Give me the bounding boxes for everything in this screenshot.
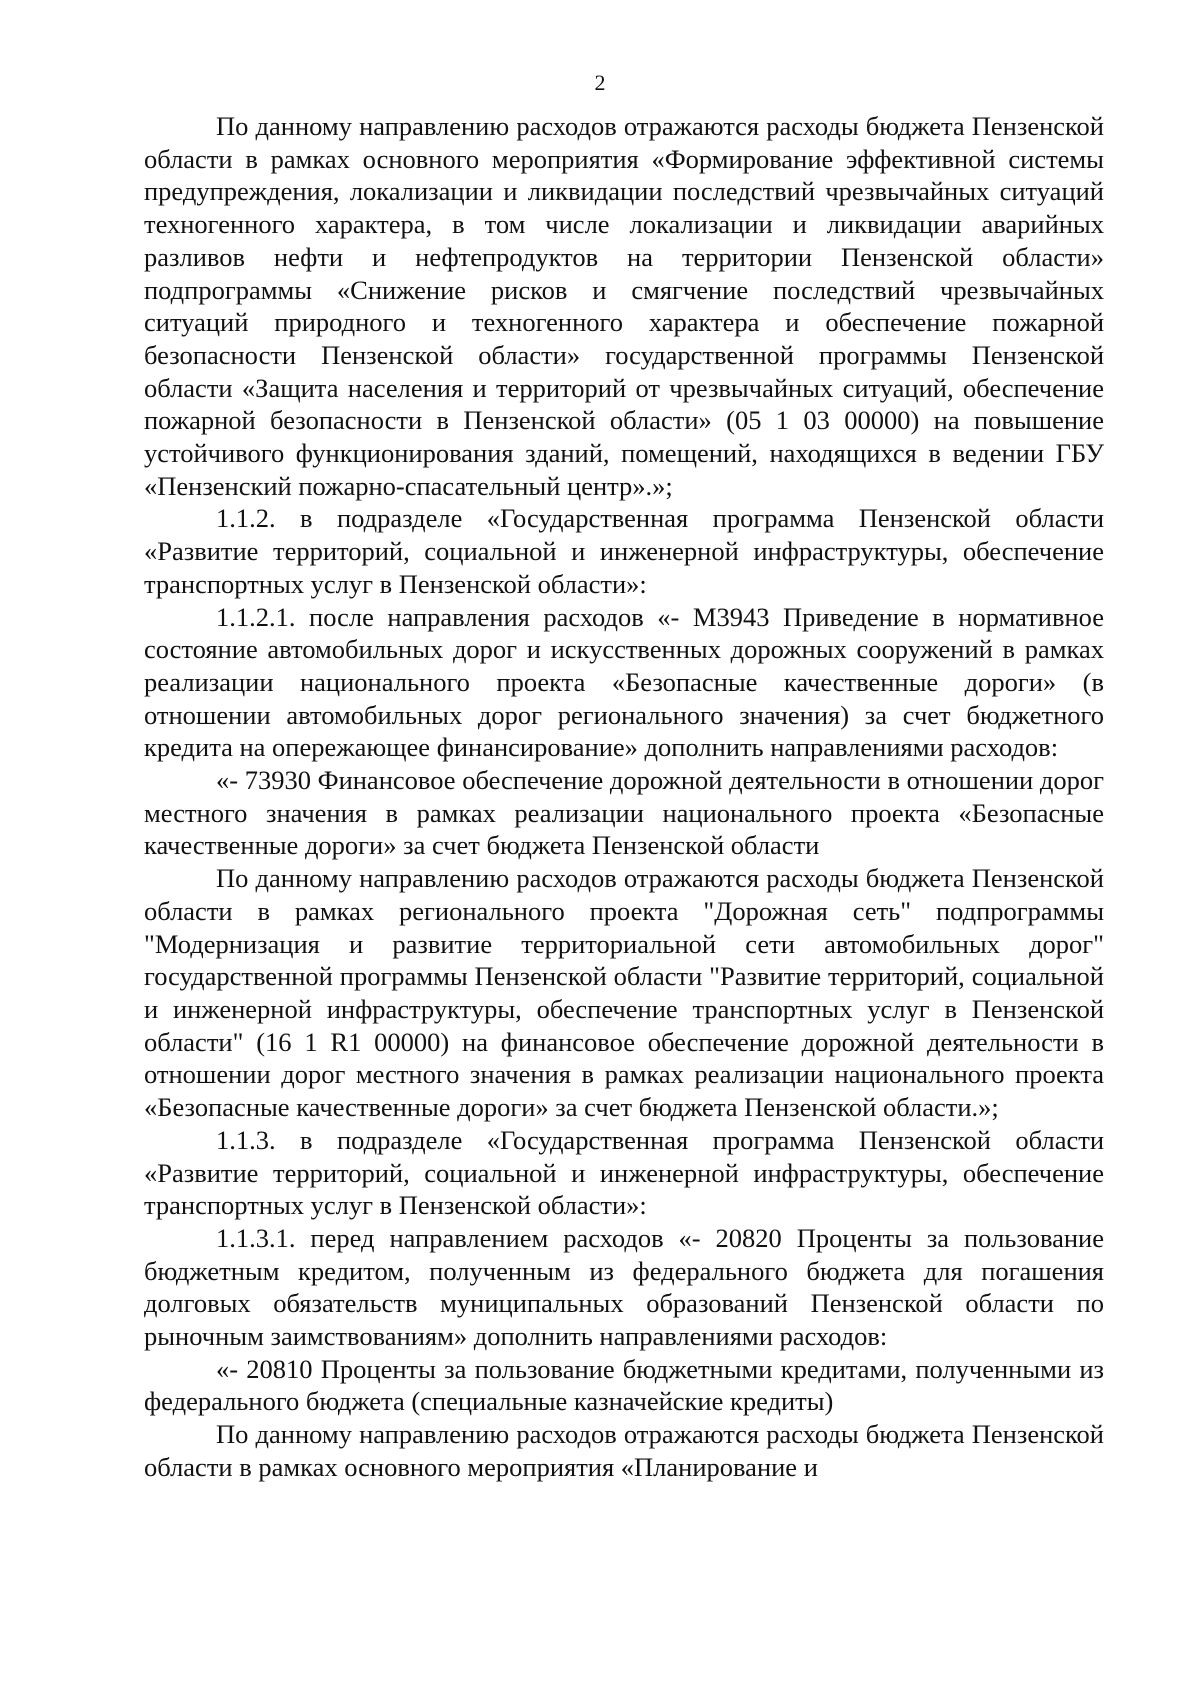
document-body xyxy=(144,110,1104,1484)
page-number: 2 xyxy=(594,70,606,95)
paragraph-20810: «- 20810 Проценты за пользование бюджетными кредитами, полученными из федерального бюджета (специальные казначейские кредиты) xyxy=(144,1353,1104,1417)
paragraph-expense-description: По данному направлению расходов отражаются расходы бюджета Пензенской области в рамках регионального проекта "Дорожная сеть" подпрограммы "Модернизация и развитие территориальной сети автомобильных дорог" государственной программы Пензенской области "Развитие территорий, социальной и инженерной инфраструктуры, обеспечение транспортных услуг в Пензенской области" (16 1 R1 00000) на финансовое обеспечение дорожной деятельности в отношении дорог местного значения в рамках реализации национального проекта «Безопасные качественные дороги» за счет бюджета Пензенской области.»; xyxy=(144,863,1104,1123)
paragraph-1-1-3-1: 1.1.3.1. перед направлением расходов «- 20820 Проценты за пользование бюджетным кредитом, полученным из федерального бюджета для погашения долговых обязательств муниципальных образований Пензенской области по рыночным заимствованиям» дополнить направлениями расходов: xyxy=(144,1222,1104,1352)
paragraph-expense-description: По данному направлению расходов отражаются расходы бюджета Пензенской области в рамках основного мероприятия «Планирование и xyxy=(144,1419,1104,1482)
paragraph-1-1-2: 1.1.2. в подразделе «Государственная программа Пензенской области «Развитие территорий, социальной и инженерной инфраструктуры, обеспечение транспортных услуг в Пензенской области»: xyxy=(144,503,1104,599)
paragraph-1-1-2-1: 1.1.2.1. после направления расходов «- M3943 Приведение в нормативное состояние автомобильных дорог и искусственных дорожных сооружений в рамках реализации национального проекта «Безопасные качественные дороги» (в отношении автомобильных дорог регионального значения) за счет бюджетного кредита на опережающее финансирование» дополнить направлениями расходов: xyxy=(144,601,1104,763)
paragraph-1-1-3: 1.1.3. в подразделе «Государственная программа Пензенской области «Развитие территорий, социальной и инженерной инфраструктуры, обеспечение транспортных услуг в Пензенской области»: xyxy=(144,1124,1104,1221)
paragraph-73930: «- 73930 Финансовое обеспечение дорожной деятельности в отношении дорог местного значения в рамках реализации национального проекта «Безопасные качественные дороги» за счет бюджета Пензенской области xyxy=(144,765,1104,861)
paragraph-expense-description: По данному направлению расходов отражаются расходы бюджета Пензенской области в рамках основного мероприятия «Формирование эффективной системы предупреждения, локализации и ликвидации последствий чрезвычайных ситуаций техногенного характера, в том числе локализации и ликвидации аварийных разливов нефти и нефтепродуктов на территории Пензенской области» подпрограммы «Снижение рисков и смягчение последствий чрезвычайных ситуаций природного и техногенного характера и обеспечение пожарной безопасности Пензенской области» государственной программы Пензенской области «Защита населения и территорий от чрезвычайных ситуаций, обеспечение пожарной безопасности в Пензенской области» (05 1 03 00000) на повышение устойчивого функционирования зданий, помещений, находящихся в ведении ГБУ «Пензенский пожарно-спасательный центр».»; xyxy=(144,111,1104,501)
